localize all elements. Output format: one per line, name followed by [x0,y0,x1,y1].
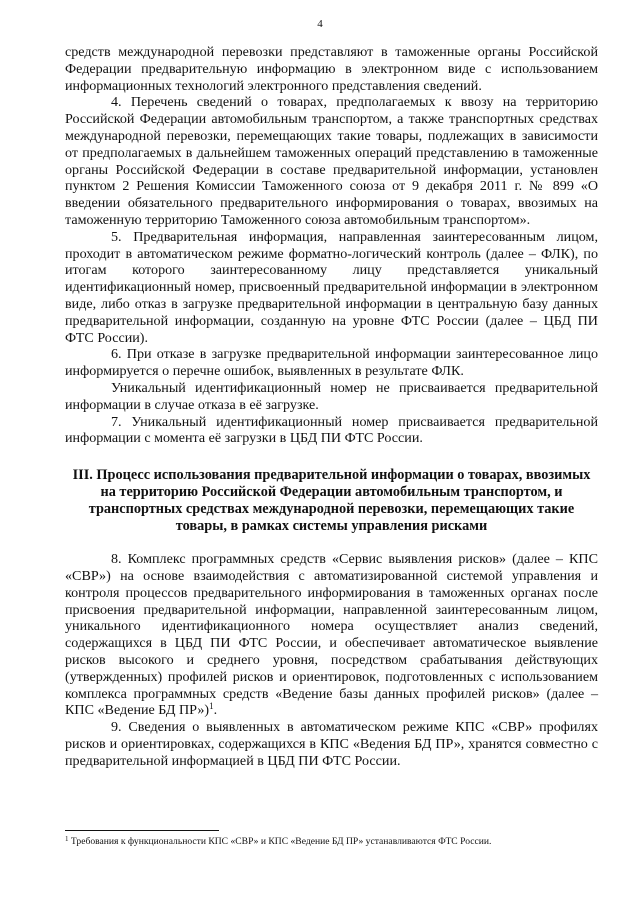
paragraph-9: 9. Сведения о выявленных в автоматическом режиме КПС «СВР» профилях рисков и ориентировках, содержащихся в КПС «Ведения БД ПР», хранятся совместно с предварительной информацией в ЦБД ПИ ФТС России. [65,719,598,769]
document-body [65,44,598,769]
paragraph-6-continued: Уникальный идентификационный номер не присваивается предварительной информации в случае отказа в её загрузке. [65,379,598,413]
paragraph-8 [65,551,598,719]
page-number: 4 [317,18,323,30]
paragraph-5: 5. Предварительная информация, направленная заинтересованным лицом, проходит в автоматическом режиме форматно-логический контроль (далее – ФЛК), по итогам которого заинтересованному лицу представляется уникальный идентификационный номер, присвоенный предварительной информации в электронном виде, либо отказ в загрузке предварительной информации в центральную базу данных предварительной информации, созданную на уровне ФТС России (далее – ЦБД ПИ ФТС России). [65,228,598,346]
paragraph-7: 7. Уникальный идентификационный номер присваивается предварительной информации с момента её загрузки в ЦБД ПИ ФТС России. [65,413,598,447]
paragraph-6: 6. При отказе в загрузке предварительной информации заинтересованное лицо информируется о перечне ошибок, выявленных в результате ФЛК. [65,346,598,380]
footnote [65,836,605,848]
paragraph-continuation: средств международной перевозки представляют в таможенные органы Российской Федерации предварительную информацию в электронном виде с использованием информационных технологий электронного представления сведений. [65,44,598,94]
section-spacer [65,535,598,551]
paragraph-4: 4. Перечень сведений о товарах, предполагаемых к ввозу на территорию Российской Федерации автомобильным транспортом, а также транспортных средствах международной перевозки, перемещающих такие товары, подлежащих в зависимости от предполагаемых в дальнейшем таможенных операций представлению в таможенные органы Российской Федерации в составе предварительной информации, установлен пунктом 2 Решения Комиссии Таможенного союза от 9 декабря 2011 г. № 899 «О введении обязательного предварительного информирования о товарах, ввозимых на таможенную территорию Таможенного союза автомобильным транспортом». [65,94,598,228]
section-heading: III. Процесс использования предварительной информации о товарах, ввозимых на территорию Российской Федерации автомобильным транспортом, и транспортных средствах международной перевозки, перемещающих такие товары, в рамках системы управления рисками [72,467,591,535]
paragraph-8-end: . [213,702,218,719]
paragraph-8-text: 8. Комплекс программных средств «Сервис выявления рисков» (далее – КПС «СВР») на основе взаимодействия с автоматизированной системой управления и контроля процессов предварительного информирования в таможенных органах после присвоения предварительной информации, направленной заинтересованным лицом, уникального идентификационного номера осуществляет анализ сведений, содержащихся в ЦБД ПИ ФТС России, и обеспечивает автоматическое выявление рисков высокого и среднего уровня, посредством срабатывания действующих (утвержденных) профилей рисков и ориентировок, подготовленных с использованием комплекса программных средств «Ведение базы данных профилей рисков» (далее – КПС «Ведение БД ПР») [65,551,598,719]
footnote-text: Требования к функциональности КПС «СВР» и КПС «Ведение БД ПР» устанавливаются ФТС России. [68,836,492,847]
footnote-divider [65,830,219,831]
footnote-reference: 1 [209,701,214,712]
footnote-marker: 1 [65,835,69,843]
